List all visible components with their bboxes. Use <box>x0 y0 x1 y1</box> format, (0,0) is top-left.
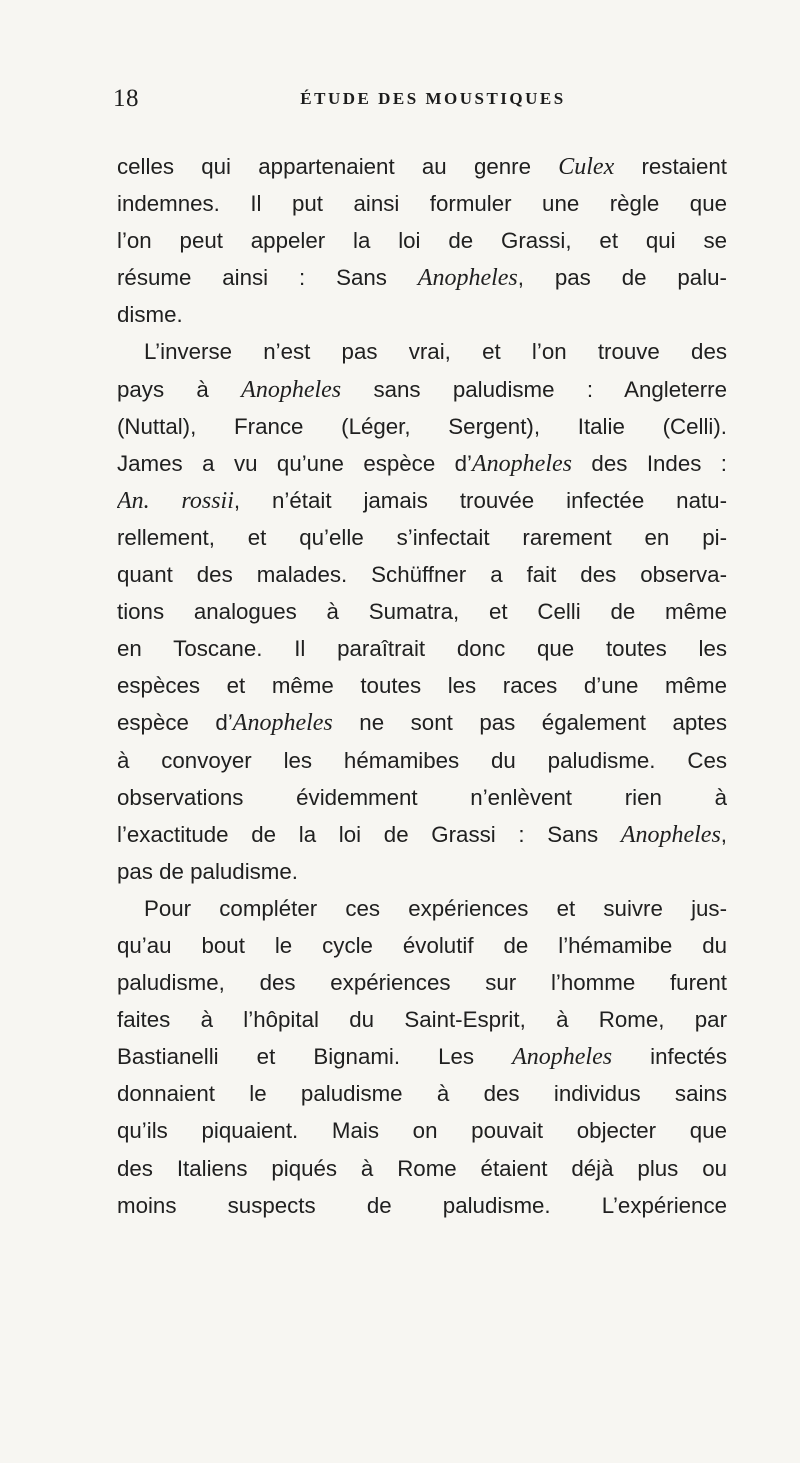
text-line: qu’ils piquaient. Mais on pouvait objecter que <box>117 1118 727 1144</box>
text-line: en Toscane. Il paraîtrait donc que toutes les <box>117 636 727 662</box>
text-line: James a vu qu’une espèce d’Anopheles des Indes : <box>117 450 727 477</box>
text-line: moins suspects de paludisme. L’expérience <box>117 1192 727 1218</box>
text-line: l’exactitude de la loi de Grassi : Sans Anopheles, <box>117 821 727 848</box>
text-line: donnaient le paludisme à des individus sains <box>117 1081 727 1107</box>
text-line: pays à Anopheles sans paludisme : Angleterre <box>117 376 727 403</box>
text-line: observations évidemment n’enlèvent rien à <box>117 784 727 810</box>
text-line: indemnes. Il put ainsi formuler une règle que <box>117 191 727 217</box>
text-line: Bastianelli et Bignami. Les Anopheles infectés <box>117 1044 727 1071</box>
text-line: qu’au bout le cycle évolutif de l’hémamibe du <box>117 932 727 958</box>
body-text <box>117 148 727 1224</box>
page-number: 18 <box>113 85 139 112</box>
text-line: (Nuttal), France (Léger, Sergent), Italie (Celli). <box>117 413 727 439</box>
running-head <box>113 84 713 114</box>
text-line: espèces et même toutes les races d’une même <box>117 673 727 699</box>
text-line: l’on peut appeler la loi de Grassi, et qui se <box>117 228 727 254</box>
running-title: ÉTUDE DES MOUSTIQUES <box>300 89 566 108</box>
text-line: espèce d’Anopheles ne sont pas également aptes <box>117 710 727 737</box>
text-line: résume ainsi : Sans Anopheles, pas de palu- <box>117 265 727 292</box>
text-line: tions analogues à Sumatra, et Celli de même <box>117 599 727 625</box>
text-line: des Italiens piqués à Rome étaient déjà plus ou <box>117 1155 727 1181</box>
text-line: pas de paludisme. <box>117 858 298 884</box>
text-line: An. rossii, n’était jamais trouvée infectée natu- <box>117 487 727 514</box>
text-line: paludisme, des expériences sur l’homme furent <box>117 970 727 996</box>
text-line: L’inverse n’est pas vrai, et l’on trouve des <box>144 339 727 365</box>
text-line: Pour compléter ces expériences et suivre jus- <box>144 895 727 921</box>
text-line: quant des malades. Schüffner a fait des observa- <box>117 562 727 588</box>
text-line: faites à l’hôpital du Saint-Esprit, à Rome, par <box>117 1007 727 1033</box>
text-line: à convoyer les hémamibes du paludisme. Ces <box>117 747 727 773</box>
text-line: rellement, et qu’elle s’infectait rarement en pi- <box>117 524 727 550</box>
text-line: disme. <box>117 302 183 328</box>
text-line: celles qui appartenaient au genre Culex restaient <box>117 154 727 180</box>
